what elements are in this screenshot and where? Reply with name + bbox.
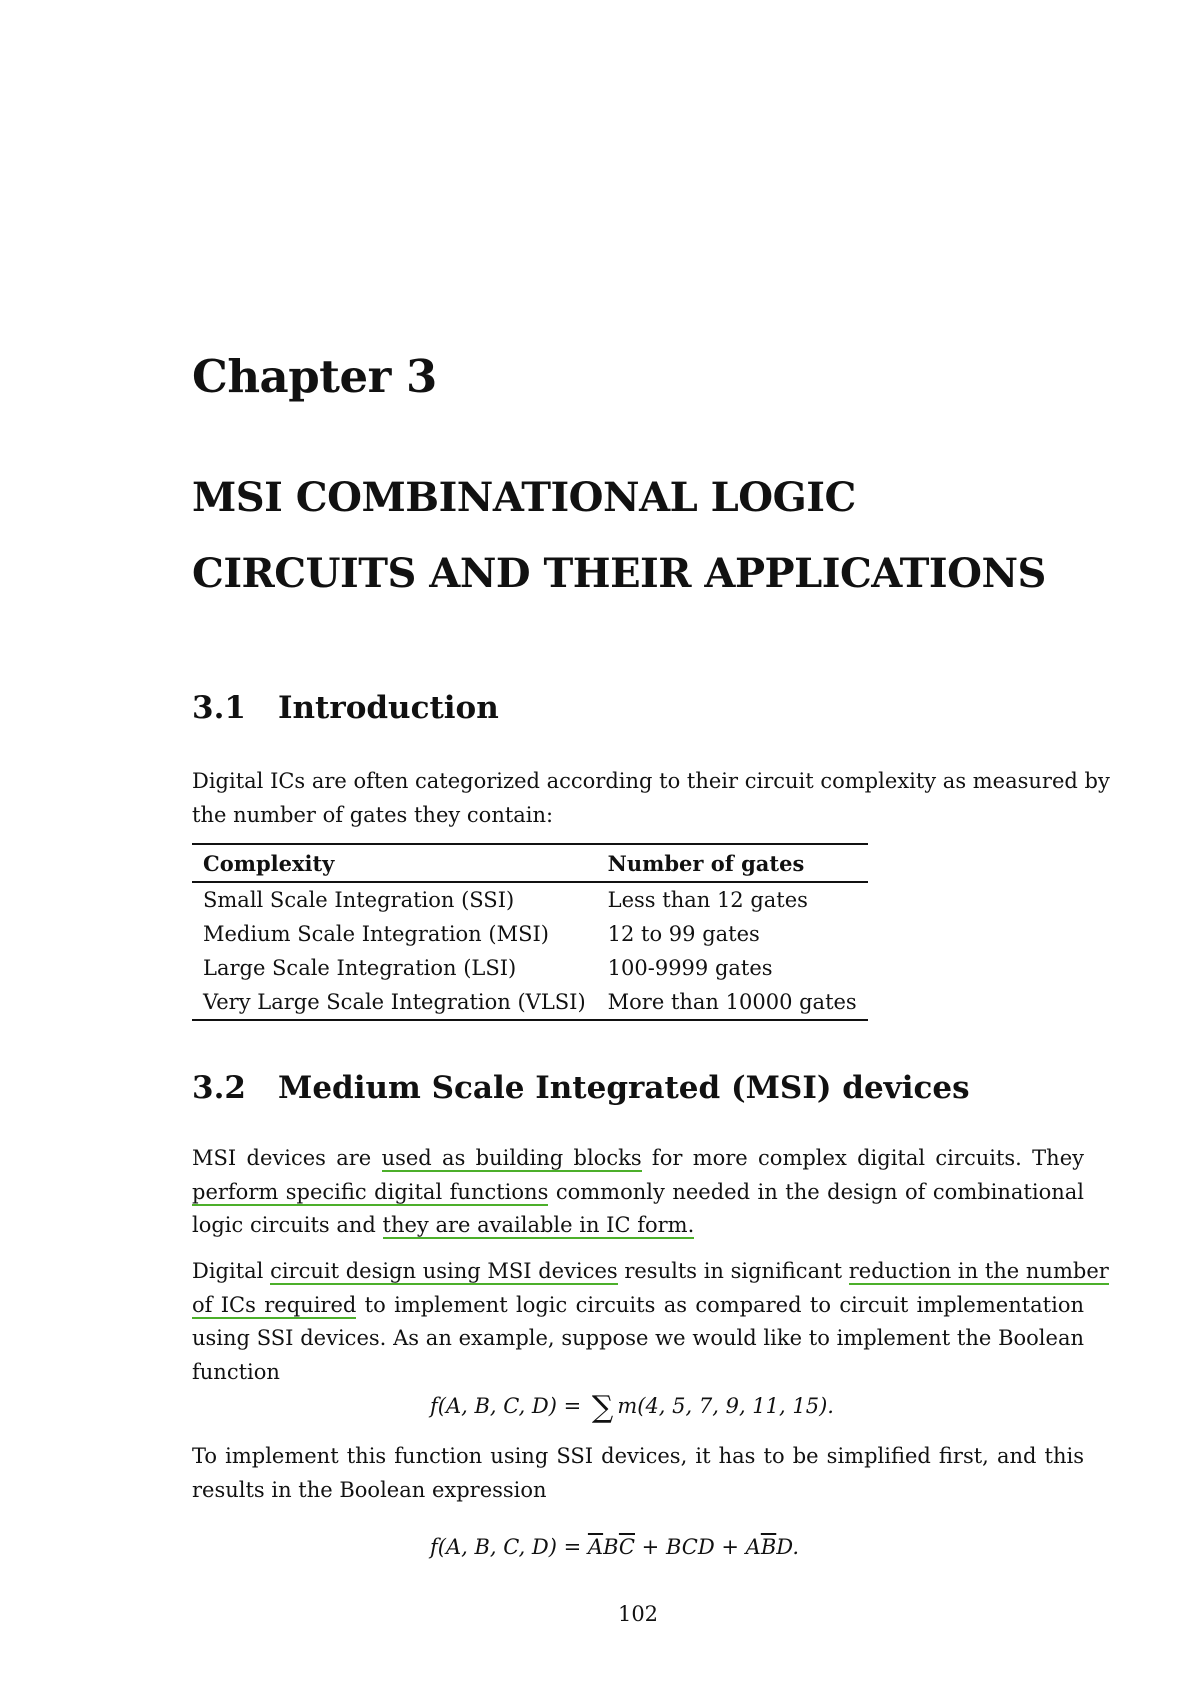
underlined-phrase: used as building blocks: [381, 1146, 642, 1170]
text-run: logic circuits and: [192, 1213, 383, 1237]
equation-rhs: m(4, 5, 7, 9, 11, 15).: [617, 1394, 834, 1418]
sigma-symbol: ∑: [591, 1390, 614, 1425]
equation-simplified-expression: [430, 1535, 799, 1559]
table-cell: Very Large Scale Integration (VLSI): [192, 985, 597, 1020]
complemented-variable: $\overline{A}$: [587, 1535, 604, 1559]
paragraph-line: [192, 1289, 1084, 1323]
paragraph-line: the number of gates they contain:: [192, 802, 554, 827]
table-cell: More than 10000 gates: [597, 985, 868, 1020]
text-run: to implement logic circuits as compared to circuit implementation: [356, 1292, 1084, 1317]
table-row: [192, 917, 868, 951]
paragraph-line: function: [192, 1359, 280, 1384]
table-header-row: [192, 844, 868, 882]
paragraph-line: [192, 1209, 1084, 1243]
text-run: results in significant: [617, 1259, 849, 1283]
paragraph-line: using SSI devices. As an example, suppose we would like to implement the Boolean: [192, 1326, 1084, 1350]
equation-lhs: f(A, B, C, D) =: [430, 1394, 588, 1418]
section-heading-introduction: [192, 690, 499, 726]
underlined-phrase: circuit design using MSI devices: [270, 1259, 618, 1283]
paragraph-line: [192, 1255, 1109, 1289]
page-number: 102: [617, 1602, 659, 1626]
variable: B: [603, 1535, 619, 1559]
table-cell: 12 to 99 gates: [607, 922, 760, 946]
section-number: 3.2: [192, 1070, 246, 1106]
chapter-label: Chapter 3: [192, 350, 437, 403]
text-run: MSI devices are: [192, 1146, 382, 1170]
table-row: [192, 951, 868, 985]
msi-paragraph-1: [192, 1142, 1084, 1243]
table-cell: Less than 12 gates: [607, 888, 808, 912]
chapter-title-line-1: MSI COMBINATIONAL LOGIC: [192, 474, 856, 521]
table-row: [192, 882, 868, 917]
table-row: [192, 985, 868, 1020]
paragraph-line: [192, 1176, 1084, 1210]
column-header-number-of-gates: Number of gates: [597, 844, 868, 882]
section-title: Introduction: [278, 690, 499, 726]
section-title: Medium Scale Integrated (MSI) devices: [278, 1070, 970, 1106]
section-number: 3.1: [192, 690, 246, 726]
underlined-phrase: of ICs required: [192, 1292, 357, 1317]
column-header-complexity: Complexity: [192, 844, 597, 882]
text-run: for more complex digital circuits. They: [641, 1146, 1084, 1170]
paragraph-line: [192, 1142, 1084, 1176]
table-cell: Large Scale Integration (LSI): [203, 956, 517, 980]
plus-operator: +: [635, 1535, 666, 1559]
complemented-variable: $\overline{B}$: [760, 1535, 777, 1559]
intro-paragraph: [192, 765, 1110, 832]
table-cell: Medium Scale Integration (MSI): [203, 922, 549, 946]
msi-paragraph-3: [192, 1440, 1084, 1507]
table-cell: 100-9999 gates: [607, 956, 773, 980]
chapter-title: [192, 460, 1046, 612]
paragraph-line: results in the Boolean expression: [192, 1477, 547, 1502]
equation-sum-of-minterms: [430, 1390, 834, 1425]
section-heading-msi-devices: [192, 1070, 970, 1106]
paragraph-line: To implement this function using SSI devices, it has to be simplified first, and this: [192, 1444, 1084, 1468]
equation-lhs: f(A, B, C, D) =: [430, 1535, 588, 1559]
variable: A: [745, 1535, 761, 1559]
text-run: Digital: [192, 1259, 271, 1283]
paragraph-line: Digital ICs are often categorized according to their circuit complexity as measured by: [192, 769, 1110, 793]
product-term: BCD: [665, 1535, 715, 1559]
underlined-phrase: reduction in the number: [848, 1259, 1109, 1283]
msi-paragraph-2: [192, 1255, 1109, 1389]
complemented-variable: $\overline{C}$: [618, 1535, 635, 1559]
variable: D.: [776, 1535, 800, 1559]
chapter-title-line-2: CIRCUITS AND THEIR APPLICATIONS: [192, 550, 1046, 597]
table-cell: Small Scale Integration (SSI): [203, 888, 515, 912]
underlined-phrase: they are available in IC form.: [382, 1213, 695, 1237]
plus-operator: +: [714, 1535, 746, 1559]
complexity-table: [192, 843, 868, 1021]
underlined-phrase: perform specific digital functions: [192, 1179, 549, 1204]
text-run: commonly needed in the design of combinational: [548, 1179, 1084, 1204]
